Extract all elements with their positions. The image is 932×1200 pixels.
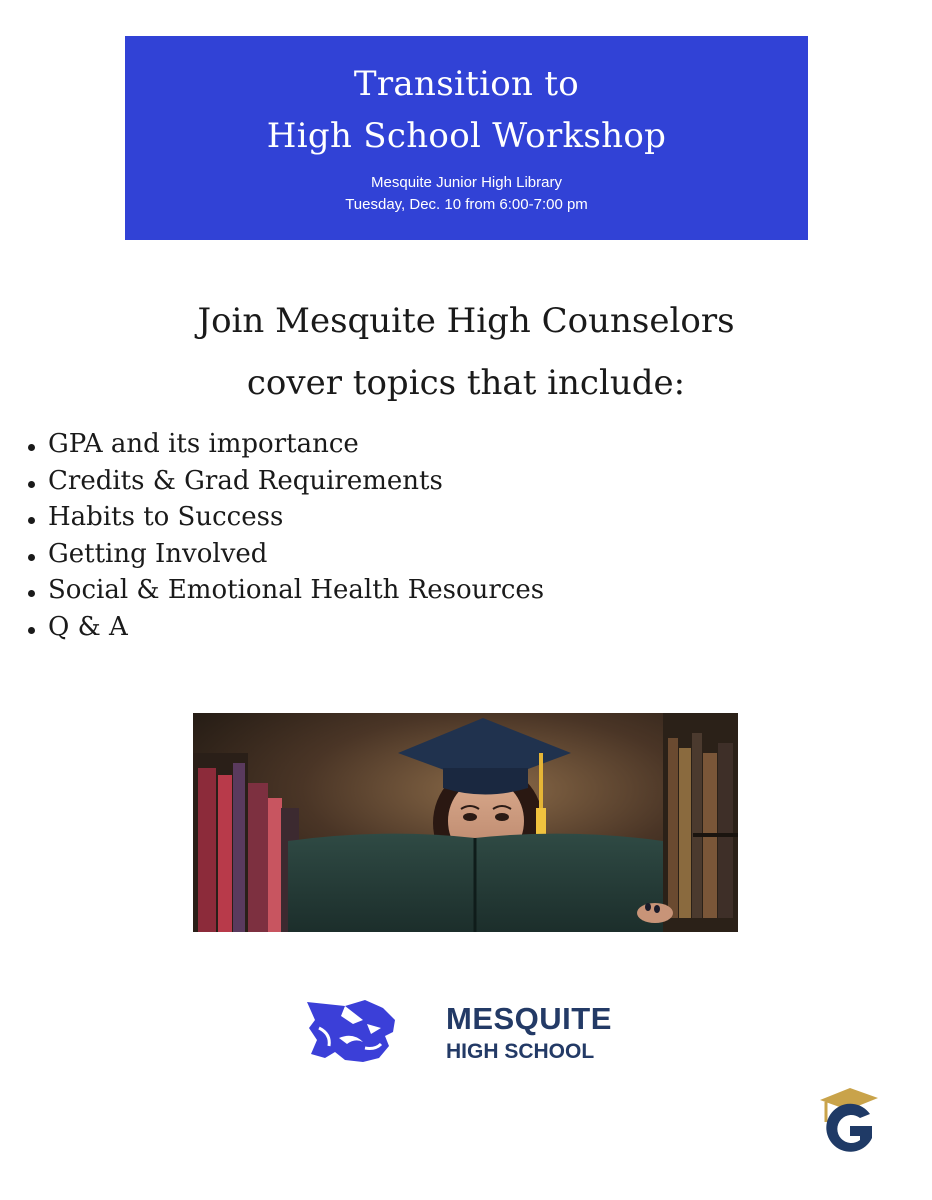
list-item bbox=[28, 572, 544, 609]
bullet-icon bbox=[28, 517, 35, 524]
list-item bbox=[28, 463, 544, 500]
list-item bbox=[28, 426, 544, 463]
title-line-2: High School Workshop bbox=[266, 116, 667, 156]
title-line-1: Transition to bbox=[353, 64, 580, 104]
bullet-icon bbox=[28, 590, 35, 597]
graduate-reading-photo bbox=[193, 713, 738, 932]
school-name-line-2: HIGH SCHOOL bbox=[446, 1040, 595, 1063]
topic-label: Q & A bbox=[48, 611, 128, 642]
topics-list bbox=[28, 426, 544, 645]
graduation-cap-g-icon bbox=[816, 1086, 880, 1156]
event-datetime: Tuesday, Dec. 10 from 6:00-7:00 pm bbox=[345, 196, 588, 213]
event-details bbox=[125, 172, 808, 216]
bullet-icon bbox=[28, 627, 35, 634]
header-banner bbox=[125, 36, 808, 240]
bullet-icon bbox=[28, 554, 35, 561]
list-item bbox=[28, 536, 544, 573]
wildcat-head-icon bbox=[305, 998, 397, 1064]
topic-label: GPA and its importance bbox=[48, 429, 359, 459]
school-name-line-1: MESQUITE bbox=[446, 1001, 612, 1036]
event-location: Mesquite Junior High Library bbox=[371, 174, 562, 191]
list-item bbox=[28, 499, 544, 536]
list-item bbox=[28, 609, 544, 646]
topic-label: Getting Involved bbox=[48, 538, 268, 569]
intro-line-2: cover topics that include: bbox=[246, 363, 686, 403]
school-logo-text bbox=[446, 1000, 612, 1066]
topic-label: Credits & Grad Requirements bbox=[48, 465, 443, 496]
intro-heading bbox=[0, 290, 932, 414]
bullet-icon bbox=[28, 444, 35, 451]
workshop-title bbox=[125, 36, 808, 162]
intro-line-1: Join Mesquite High Counselors bbox=[197, 301, 735, 341]
topic-label: Social & Emotional Health Resources bbox=[48, 575, 545, 605]
topic-label: Habits to Success bbox=[48, 502, 284, 532]
bullet-icon bbox=[28, 481, 35, 488]
